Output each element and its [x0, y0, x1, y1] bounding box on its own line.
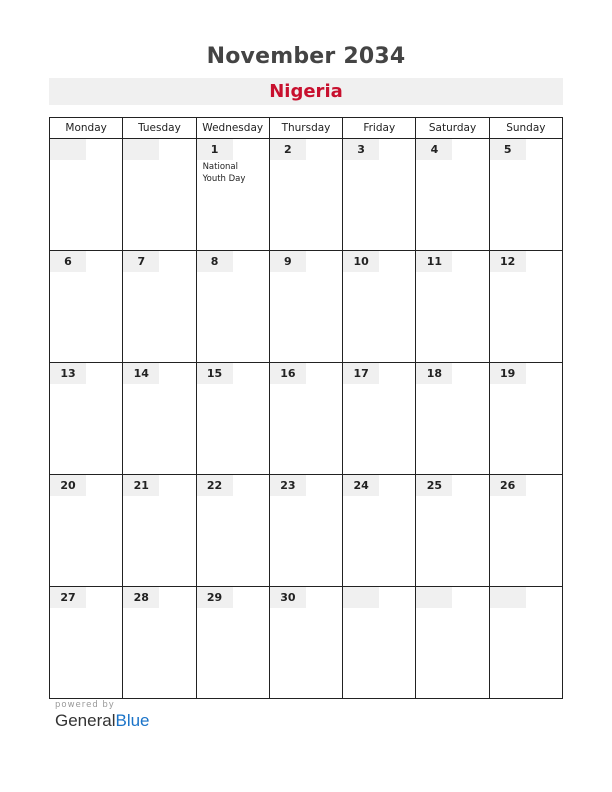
- holiday-label-line: National: [202, 162, 238, 172]
- powered-by-text: powered by: [55, 700, 115, 710]
- day-cell: [196, 587, 269, 699]
- day-number: 2: [270, 139, 306, 160]
- month-calendar-grid: [49, 117, 563, 699]
- day-number: 5: [490, 139, 526, 160]
- empty-day-cell: [343, 587, 416, 699]
- brand-blue-text: Blue: [115, 711, 150, 730]
- day-number: 21: [123, 475, 159, 496]
- week-row: [50, 363, 563, 475]
- day-number: 4: [416, 139, 452, 160]
- day-number: 25: [416, 475, 452, 496]
- day-number: 19: [490, 363, 526, 384]
- day-cell: [489, 139, 562, 251]
- empty-day-cell: [50, 139, 123, 251]
- day-cell: [269, 139, 342, 251]
- day-number: 22: [197, 475, 233, 496]
- day-cell: [343, 251, 416, 363]
- brand-general-text: General: [55, 711, 116, 730]
- weekday-header-friday: Friday: [343, 118, 416, 139]
- weekday-header-tuesday: Tuesday: [123, 118, 196, 139]
- day-cell: [343, 363, 416, 475]
- day-number: 17: [343, 363, 379, 384]
- day-number: 18: [416, 363, 452, 384]
- day-cell: [416, 251, 489, 363]
- weekday-header-thursday: Thursday: [269, 118, 342, 139]
- day-number: [416, 587, 452, 608]
- day-number: [50, 139, 86, 160]
- day-number: 13: [50, 363, 86, 384]
- week-row: [50, 475, 563, 587]
- day-number: [123, 139, 159, 160]
- week-row: [50, 587, 563, 699]
- weekday-header-sunday: Sunday: [489, 118, 562, 139]
- day-cell: [123, 475, 196, 587]
- day-cell: [123, 587, 196, 699]
- day-cell: [196, 139, 269, 251]
- day-cell: [489, 475, 562, 587]
- day-number: 23: [270, 475, 306, 496]
- day-cell: [489, 363, 562, 475]
- empty-day-cell: [123, 139, 196, 251]
- day-number: 27: [50, 587, 86, 608]
- day-cell: [343, 139, 416, 251]
- day-cell: [196, 475, 269, 587]
- weekday-header-wednesday: Wednesday: [196, 118, 269, 139]
- day-number: 12: [490, 251, 526, 272]
- country-banner: Nigeria: [49, 78, 563, 105]
- weekday-header-saturday: Saturday: [416, 118, 489, 139]
- day-number: 9: [270, 251, 306, 272]
- day-cell: [269, 251, 342, 363]
- week-row: [50, 139, 563, 251]
- day-number: 6: [50, 251, 86, 272]
- weekday-header-monday: Monday: [50, 118, 123, 139]
- holiday-label: [203, 161, 246, 185]
- calendar-weeks: [50, 139, 563, 699]
- day-number: 16: [270, 363, 306, 384]
- weekday-header-row: [50, 118, 563, 139]
- day-cell: [416, 363, 489, 475]
- day-cell: [50, 587, 123, 699]
- day-cell: [50, 251, 123, 363]
- day-number: 8: [197, 251, 233, 272]
- day-cell: [489, 251, 562, 363]
- week-row: [50, 251, 563, 363]
- day-cell: [416, 139, 489, 251]
- empty-day-cell: [416, 587, 489, 699]
- day-cell: [269, 363, 342, 475]
- day-number: 10: [343, 251, 379, 272]
- day-number: [490, 587, 526, 608]
- day-cell: [50, 475, 123, 587]
- day-cell: [123, 363, 196, 475]
- day-cell: [416, 475, 489, 587]
- footer-branding: [55, 700, 150, 731]
- calendar-title: November 2034: [206, 44, 406, 69]
- day-number: 30: [270, 587, 306, 608]
- generalblue-logo[interactable]: [55, 711, 150, 731]
- day-number: 28: [123, 587, 159, 608]
- day-number: 7: [123, 251, 159, 272]
- day-cell: [269, 587, 342, 699]
- day-number: 3: [343, 139, 379, 160]
- day-number: 15: [197, 363, 233, 384]
- day-cell: [196, 363, 269, 475]
- day-number: 24: [343, 475, 379, 496]
- day-number: 20: [50, 475, 86, 496]
- day-number: [343, 587, 379, 608]
- day-cell: [50, 363, 123, 475]
- holiday-label-line: Youth Day: [202, 174, 246, 184]
- day-number: 14: [123, 363, 159, 384]
- day-number: 1: [197, 139, 233, 160]
- day-cell: [343, 475, 416, 587]
- day-number: 26: [490, 475, 526, 496]
- day-number: 29: [197, 587, 233, 608]
- day-cell: [269, 475, 342, 587]
- day-cell: [196, 251, 269, 363]
- day-cell: [123, 251, 196, 363]
- empty-day-cell: [489, 587, 562, 699]
- day-number: 11: [416, 251, 452, 272]
